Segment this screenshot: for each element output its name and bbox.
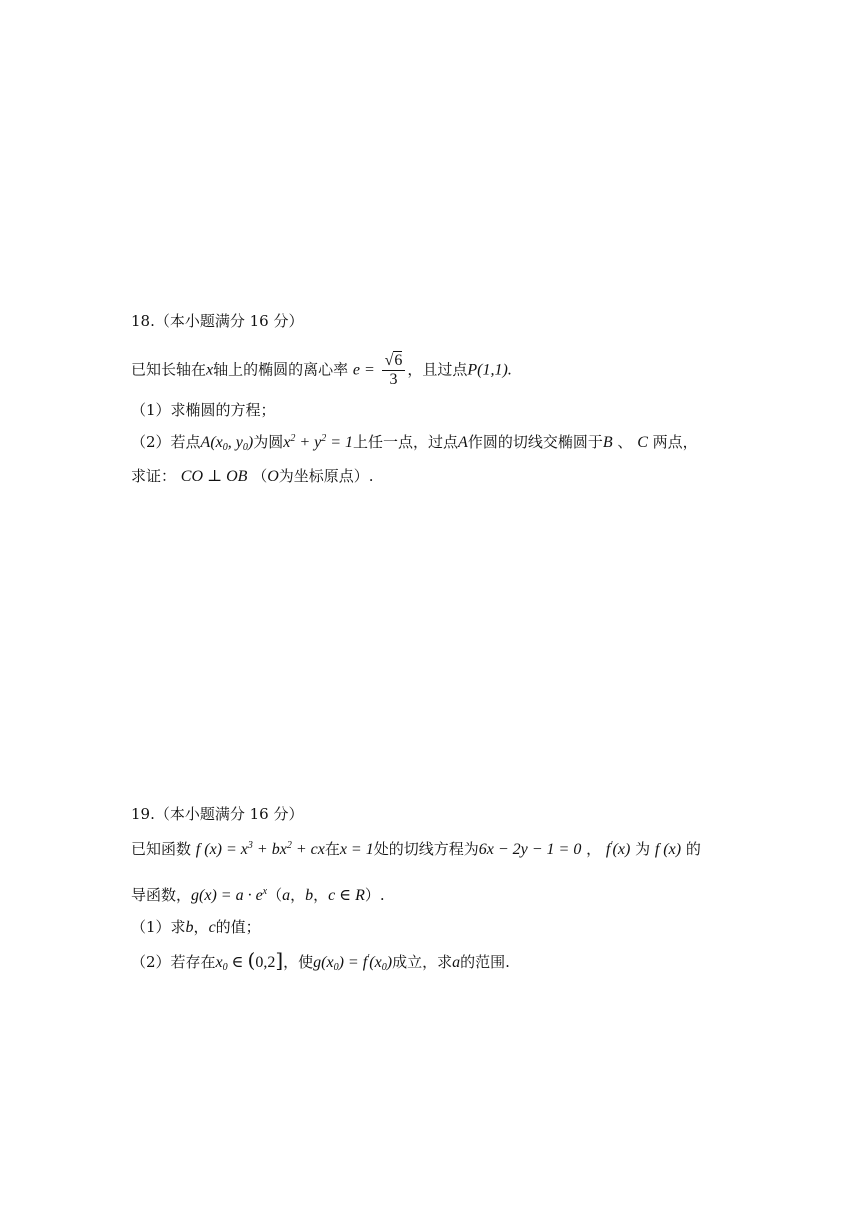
q19-header: 19.（本小题满分 16 分） — [131, 805, 304, 823]
q18-stem: 已知长轴在x轴上的椭圆的离心率 e = $\frac{√6}{3}$ ，且过点P(1,1). — [131, 352, 512, 388]
q19-part1: （1）求b，c的值； — [131, 918, 261, 936]
q19-line2: 导函数，$g(x) = a \cdot e^x(a$，b，c ∈ R）. — [131, 886, 385, 904]
q18-prove: 求证： CO ⊥ OB （O为坐标原点）. — [131, 467, 374, 485]
q18-part2: （2）若点$A(x_0$, $y_0$)为圆$x^2 + y^2 = 1$上任一点，过点A作圆的切线交椭圆于B 、 C 两点， — [131, 433, 698, 453]
q19-part2: （2）若存在$x_0$ ∈ (0,2]，使$g(x_0) = f'(x_0)$成立，求a的范围. — [131, 948, 510, 973]
q18-header: 18.（本小题满分 16 分） — [131, 312, 304, 330]
q19-stem: 已知函数 f $(x) = x^3 + bx^2$ + cx在x = 1处的切线方程为6x − 2y − 1 = 0 ， f'(x) 为 f (x) 的 — [131, 840, 701, 858]
q18-part1: （1）求椭圆的方程； — [131, 401, 276, 419]
eccentricity-fraction: $\frac{√6}{3}$ — [382, 352, 406, 389]
